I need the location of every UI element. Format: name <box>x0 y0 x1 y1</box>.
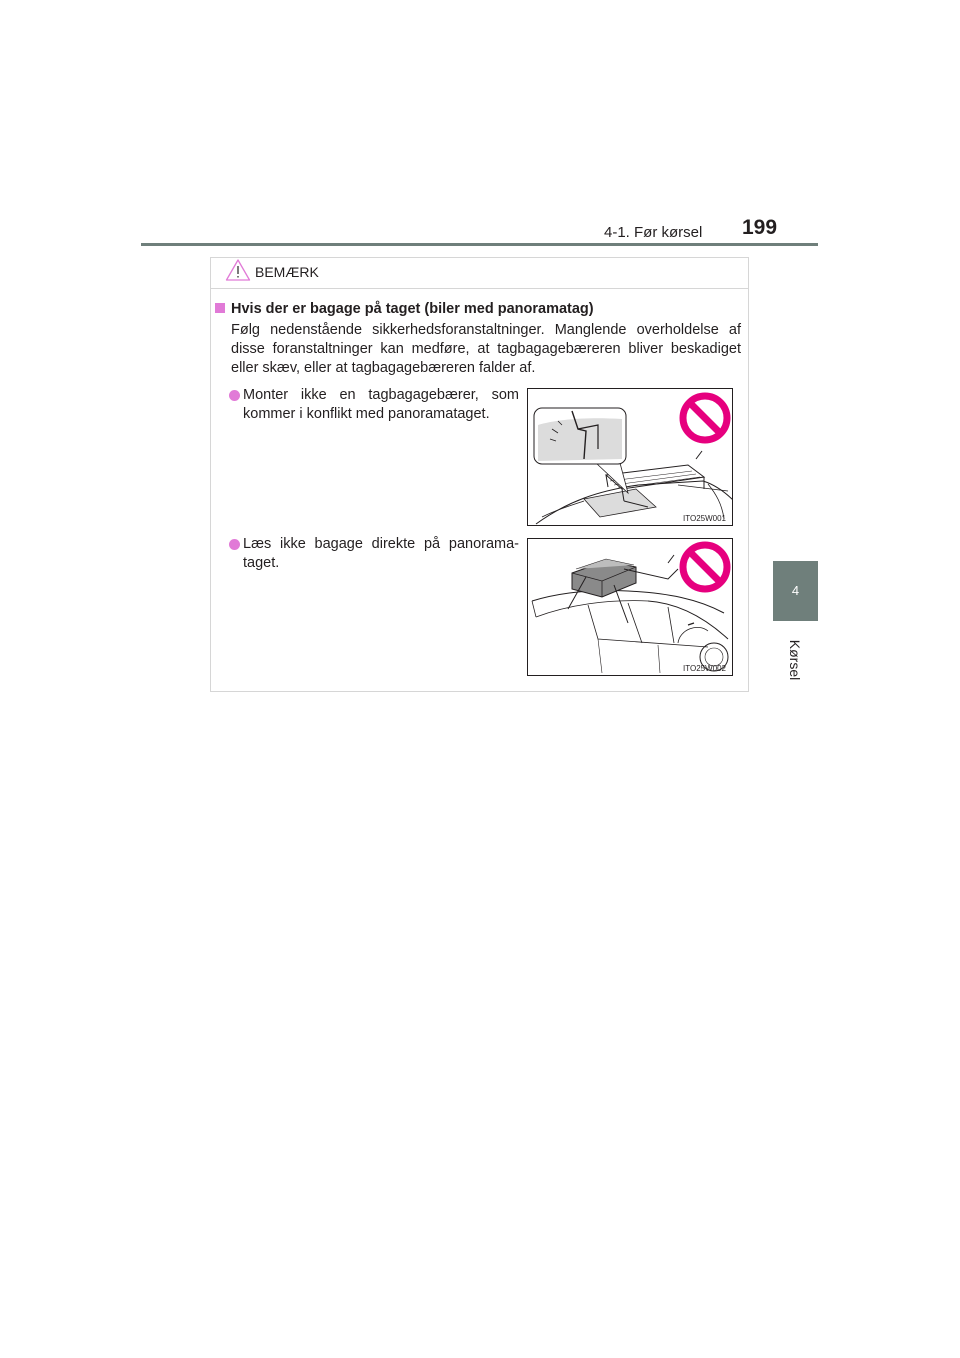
chapter-label <box>780 630 810 690</box>
square-bullet-icon <box>215 303 225 313</box>
chapter-tab[interactable] <box>773 561 818 621</box>
notice-header <box>211 258 748 289</box>
roof-rack-drawing <box>528 389 733 526</box>
prohibition-icon <box>683 396 727 440</box>
notice-box <box>210 257 749 692</box>
warning-triangle-icon <box>225 258 251 282</box>
image-code: ITO25W002 <box>683 664 726 673</box>
notice-subheading-text: Hvis der er bagage på taget (biler med panoramatag) <box>231 301 594 317</box>
bullet-icon <box>229 390 240 401</box>
chapter-label-text: Kørsel <box>787 639 803 681</box>
notice-subheading <box>215 301 594 317</box>
list-item <box>229 386 519 424</box>
list-item-text: Monter ikke en tagbagagebærer, som kommer i konflikt med panoramataget. <box>243 387 519 422</box>
image-code: ITO25W001 <box>683 514 726 523</box>
list-item <box>229 535 519 573</box>
notice-title: BEMÆRK <box>255 264 319 280</box>
chapter-number: 4 <box>791 583 800 598</box>
luggage-drawing <box>528 539 733 676</box>
page-number: 199 <box>742 216 778 239</box>
header-rule <box>141 243 818 246</box>
list-item-text: Læs ikke bagage direkte på panorama-taget. <box>243 536 519 571</box>
bullet-icon <box>229 539 240 550</box>
luggage-on-roof-illustration <box>527 538 733 676</box>
notice-body: Følg nedenstående sikkerhedsforanstaltninger. Manglende overholdelse af disse foranstaltninger kan medføre, at tagbagagebæreren bliver beskadiget eller skæv, eller at tagbagagebæreren falder af. <box>231 322 741 376</box>
roof-rack-illustration <box>527 388 733 526</box>
section-title: 4-1. Før kørsel <box>604 224 703 241</box>
prohibition-icon <box>683 545 727 589</box>
